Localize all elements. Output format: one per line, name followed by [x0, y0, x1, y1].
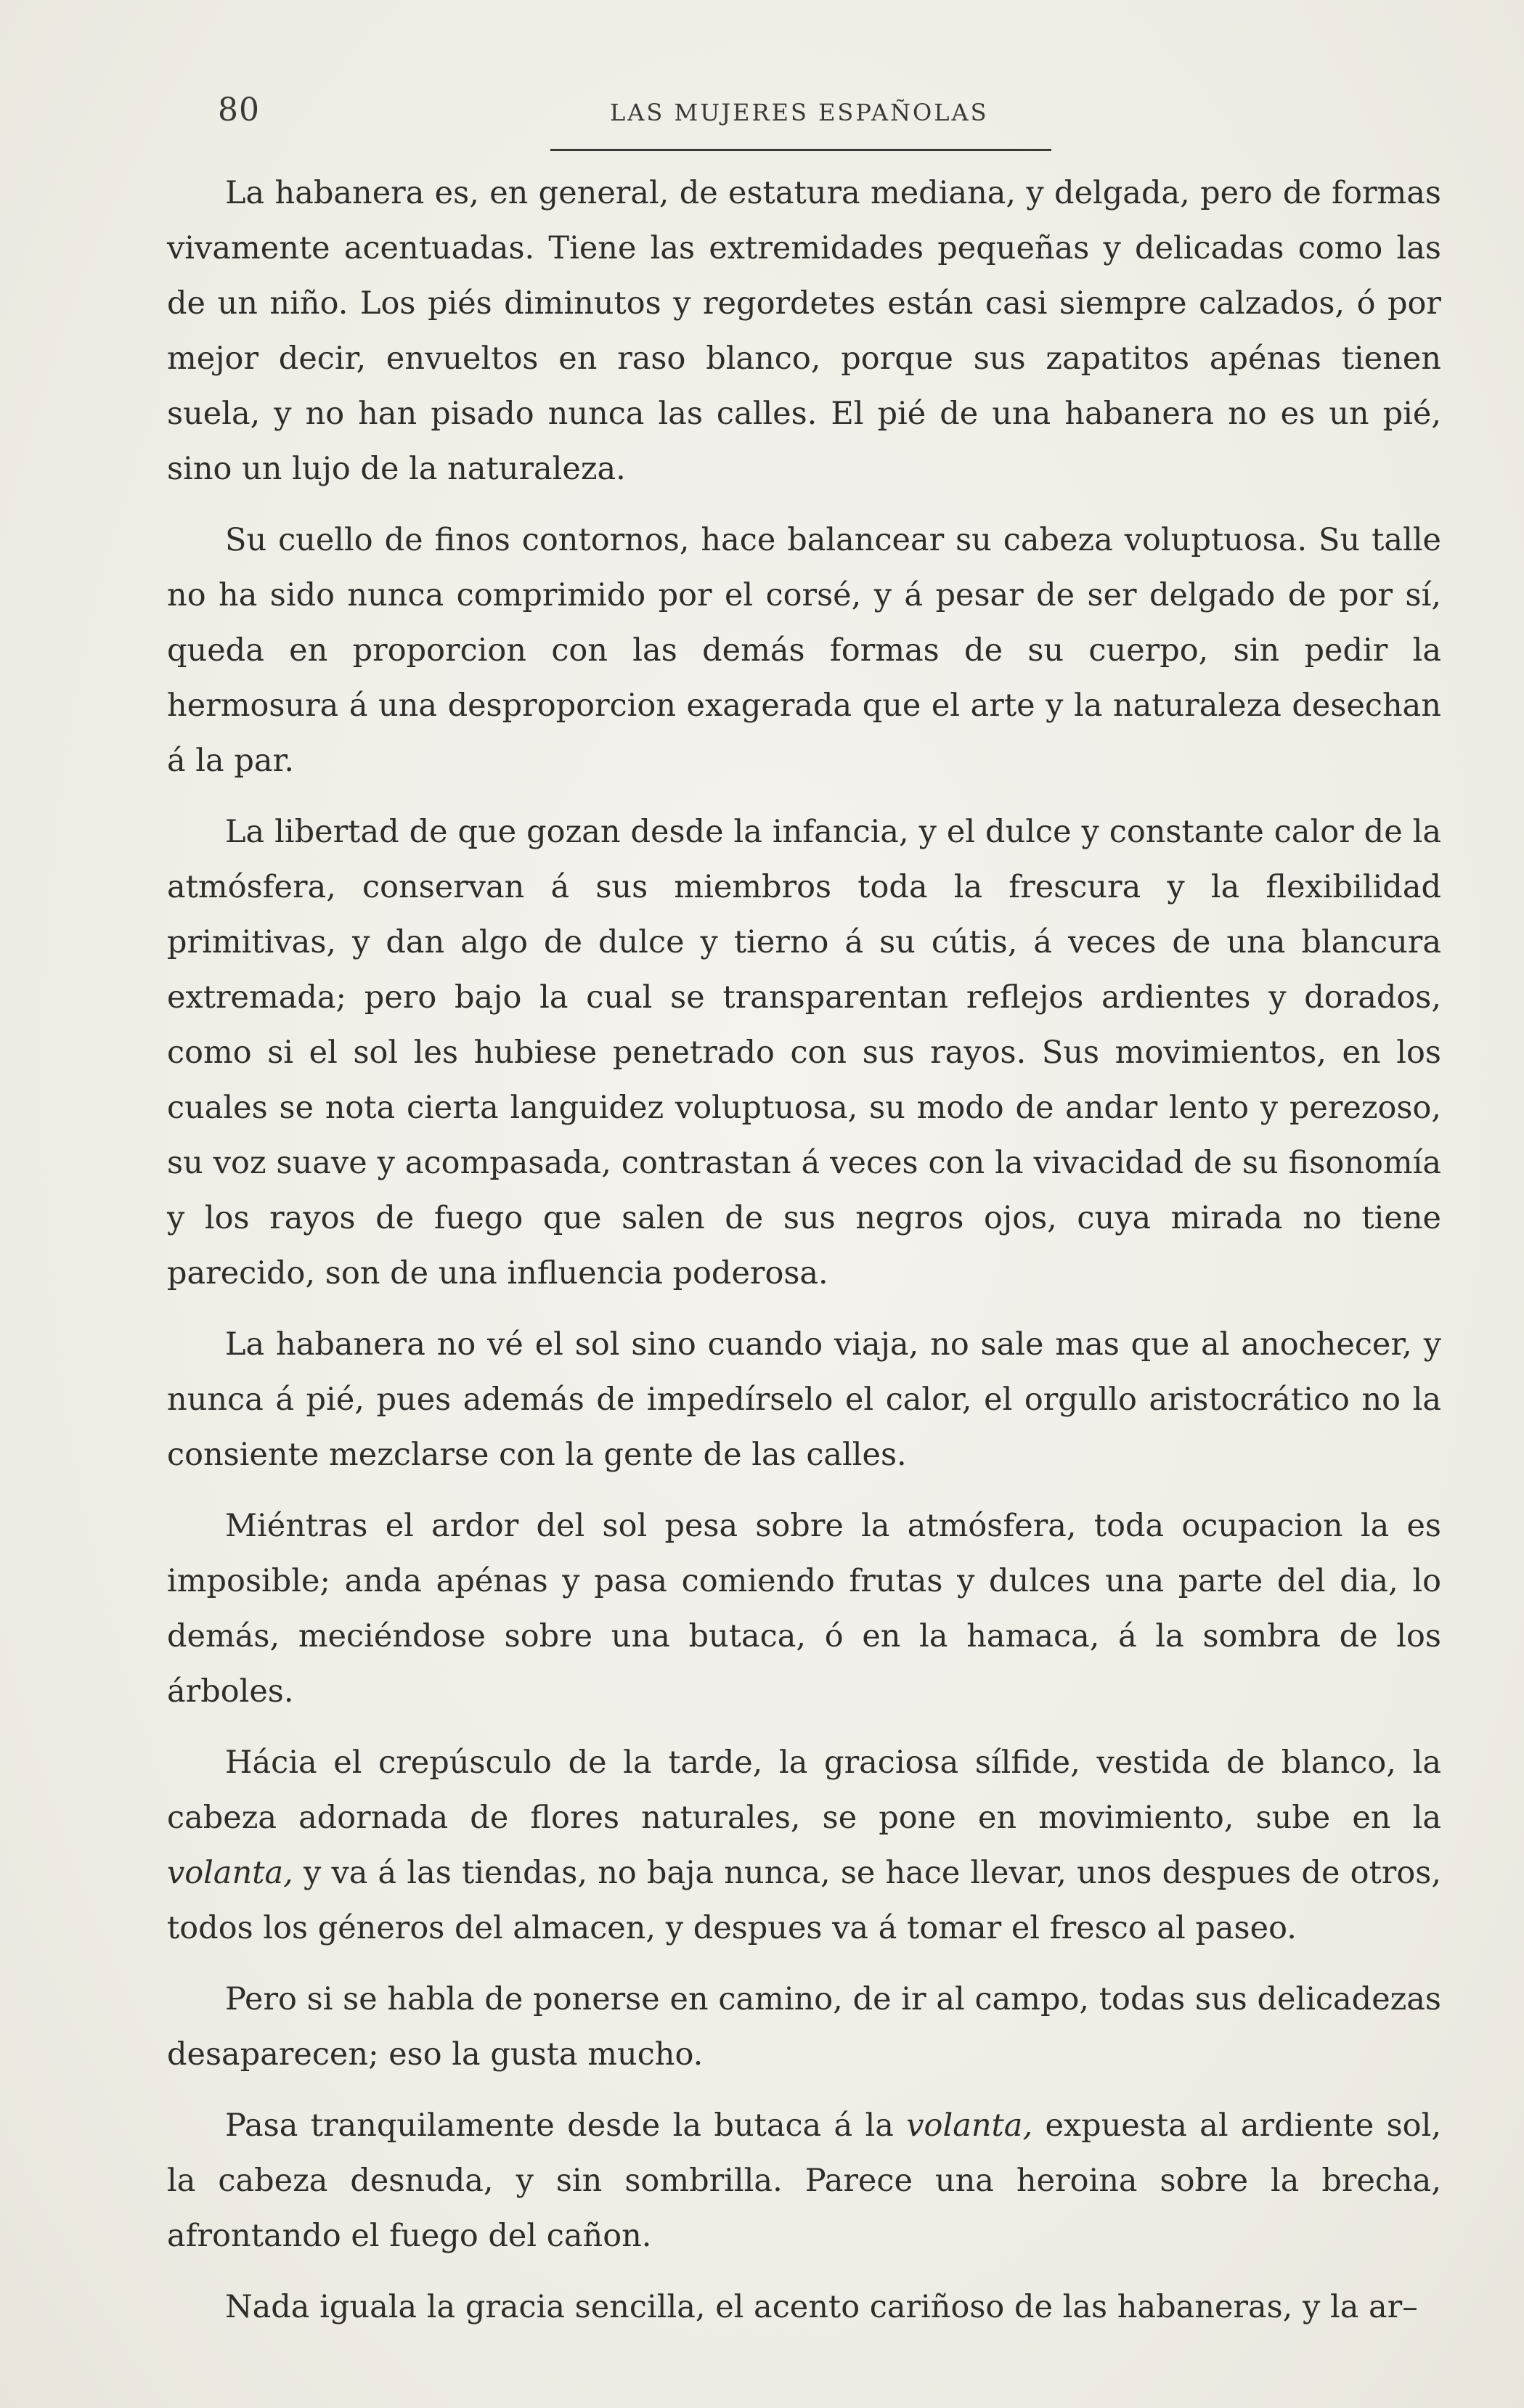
paragraph-8-italic-volanta: volanta, — [906, 2107, 1033, 2144]
header-rule — [550, 149, 1051, 151]
paragraph-8 — [167, 2098, 1441, 2264]
paragraph-8-text-before: Pasa tranquilamente desde la butaca á la — [225, 2107, 907, 2144]
paragraph-8-text-after: expuesta al ardiente sol, la cabeza desnuda, y sin sombrilla. Parece una heroina sobre la brecha, afrontando el fuego del cañon. — [167, 2107, 1441, 2254]
body-text — [167, 166, 1441, 2351]
paragraph-6-text-before: Hácia el crepúsculo de la tarde, la graciosa sílfide, vestida de blanco, la cabeza adornada de flores naturales, se pone en movimiento, sube en la — [167, 1744, 1441, 1836]
paragraph-1: La habanera es, en general, de estatura mediana, y delgada, pero de formas vivamente acentuadas. Tiene las extremidades pequeñas y delicadas como las de un niño. Los piés diminutos y regordetes están casi siempre calzados, ó por mejor decir, envueltos en raso blanco, porque sus zapatitos apénas tienen suela, y no han pisado nunca las calles. El pié de una habanera no es un pié, sino un lujo de la naturaleza. — [167, 175, 1441, 487]
page-header — [218, 91, 1438, 135]
running-title: LAS MUJERES ESPAÑOLAS — [610, 99, 989, 126]
paragraph-7: Pero si se habla de ponerse en camino, de ir al campo, todas sus delicadezas desaparecen; eso la gusta mucho. — [167, 1981, 1441, 2073]
paragraph-4: La habanera no vé el sol sino cuando viaja, no sale mas que al anochecer, y nunca á pié, pues además de impedírselo el calor, el orgullo aristocrático no la consiente mezclarse con la gente de las calles. — [167, 1326, 1441, 1473]
paragraph-6-italic-volanta: volanta, — [167, 1855, 293, 1891]
paragraph-5: Miéntras el ardor del sol pesa sobre la atmósfera, toda ocupacion la es imposible; anda apénas y pasa comiendo frutas y dulces una parte del dia, lo demás, meciéndose sobre una butaca, ó en la hamaca, á la sombra de los árboles. — [167, 1508, 1441, 1710]
paragraph-2: Su cuello de finos contornos, hace balancear su cabeza voluptuosa. Su talle no ha sido nunca comprimido por el corsé, y á pesar de ser delgado de por sí, queda en proporcion con las demás formas de su cuerpo, sin pedir la hermosura á una desproporcion exagerada que el arte y la naturaleza desechan á la par. — [167, 522, 1441, 779]
page-number: 80 — [218, 91, 260, 128]
paragraph-3: La libertad de que gozan desde la infancia, y el dulce y constante calor de la atmósfera, conservan á sus miembros toda la frescura y la flexibilidad primitivas, y dan algo de dulce y tierno á su cútis, á veces de una blancura extremada; pero bajo la cual se transparentan reflejos ardientes y dorados, como si el sol les hubiese penetrado con sus rayos. Sus movimientos, en los cuales se nota cierta languidez voluptuosa, su modo de andar lento y perezoso, su voz suave y acompasada, contrastan á veces con la vivacidad de su fisonomía y los rayos de fuego que salen de sus negros ojos, cuya mirada no tiene parecido, son de una influencia poderosa. — [167, 814, 1441, 1291]
paragraph-6 — [167, 1735, 1441, 1956]
paragraph-9: Nada iguala la gracia sencilla, el acento cariñoso de las habaneras, y la ar– — [225, 2289, 1418, 2325]
paragraph-6-text-after: y va á las tiendas, no baja nunca, se hace llevar, unos despues de otros, todos los géneros del almacen, y despues va á tomar el fresco al paseo. — [167, 1855, 1441, 1946]
